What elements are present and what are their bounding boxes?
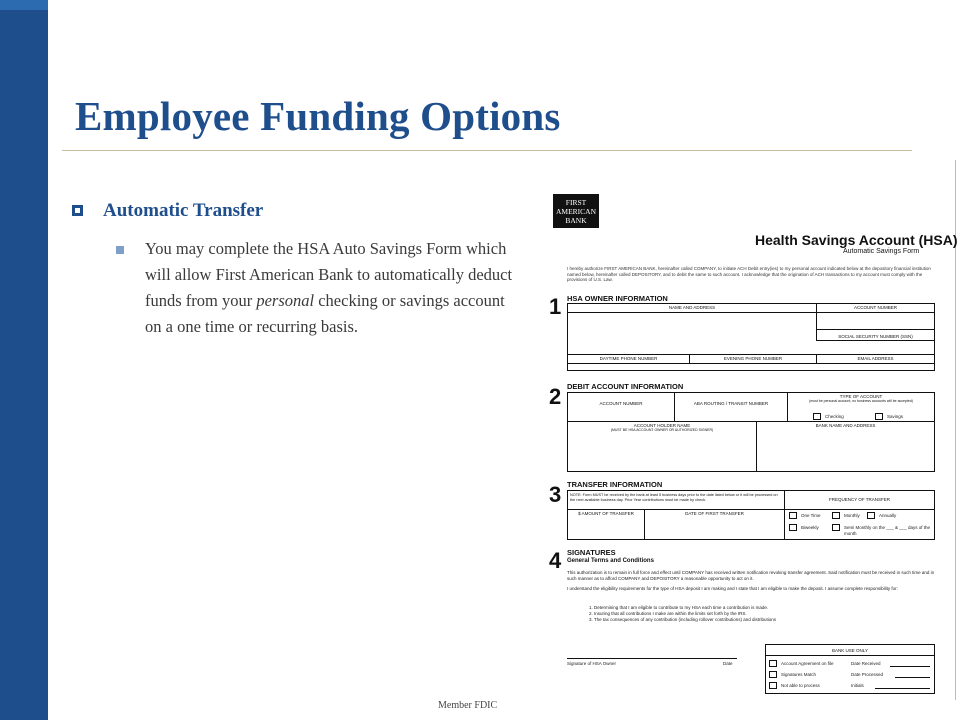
savings-checkbox (875, 413, 883, 420)
email-label: EMAIL ADDRESS (816, 354, 935, 364)
account-holder-cell (567, 421, 757, 472)
semi-monthly-label: Semi Monthly on the ___ & ___ days of the month (844, 525, 931, 536)
bullet-description-part1: You may complete the HSA Auto Savings Form which will allow First American Bank to automatically deduct funds from your (145, 239, 513, 310)
step-number: 1 (549, 294, 562, 319)
terms-paragraph-2: I understand the eligibility requirements for the type of HSA deposit I am making and I state that I am eligible to make the deposit. I assume complete responsibility for: (567, 586, 898, 591)
bank-use-only-label: BANK USE ONLY (765, 644, 935, 656)
semi-monthly-checkbox (832, 524, 840, 531)
savings-label: Savings (887, 414, 904, 419)
slide-title: Employee Funding Options (75, 93, 561, 139)
terms-item-1: 1. Determining that I am eligible to contribute to my HSA each time a contribution is made. (589, 605, 769, 610)
account-holder-note: (MUST BE HSA ACCOUNT OWNER OR AUTHORIZED SIGNER) (610, 428, 714, 432)
signature-line (567, 658, 737, 659)
signature-label: Signature of HSA Owner (567, 661, 617, 666)
bank-use-item-6: Initials (851, 683, 864, 688)
first-american-bank-logo: FIRST AMERICAN BANK (553, 194, 599, 228)
terms-paragraph-1: This authorization is to remain in full force and effect until COMPANY has received written notification revoking transfer agreement. Said notification must be received in such time and in such manner as to afford COMPANY and DEPOSITORY a reasonable opportunity to act on it. (567, 570, 935, 581)
one-time-checkbox (789, 512, 797, 519)
account-holder-label: ACCOUNT HOLDER NAME (633, 423, 691, 428)
aba-label: ABA ROUTING / TRANSIT NUMBER (674, 392, 788, 422)
section-title: SIGNATURES (567, 548, 616, 557)
small-square-bullet-icon (116, 246, 124, 254)
biweekly-label: Biweekly (801, 525, 819, 530)
monthly-checkbox (832, 512, 840, 519)
bullet-description (145, 236, 523, 340)
bank-use-checkbox (769, 660, 777, 667)
step-number: 4 (549, 548, 562, 573)
footer-member-fdic: Member FDIC (438, 700, 498, 711)
form-subtitle: Automatic Savings Form (843, 248, 920, 255)
bank-use-line (895, 677, 930, 678)
bullet-description-part2: checking or savings account on a one time or recurring basis. (145, 291, 505, 336)
bank-use-item-4: Date Received (851, 661, 881, 666)
step-number: 2 (549, 384, 562, 409)
debit-account-number-label: ACCOUNT NUMBER (567, 392, 675, 422)
left-accent-bar (0, 0, 48, 720)
transfer-note: NOTE: Form MUST be received by the bank at least 5 business days prior to the date listed below or it will be processed on the next available business day. Prior Year contributions must be made by check. (567, 490, 785, 510)
annually-checkbox (867, 512, 875, 519)
form-title: Health Savings Account (HSA) (755, 232, 958, 248)
form-intro: I hereby authorize FIRST AMERICAN BANK, hereinafter called COMPANY, to initiate ACH Debit entry(ies) to my personal account indicated below at the depository financial institution named below, hereinafter called DEPOSITORY, and to debit the same to such account. I acknowledge that the origination of ACH transactions to my account must comply with the provisions of U.S. Law. (567, 266, 931, 282)
checking-label: Checking (825, 414, 844, 419)
account-type-cell (787, 392, 935, 422)
step-number: 3 (549, 482, 562, 507)
bank-use-item-3: Not able to process (781, 683, 820, 688)
biweekly-checkbox (789, 524, 797, 531)
bank-use-line (890, 666, 930, 667)
bank-use-checkbox (769, 671, 777, 678)
account-type-label: TYPE OF ACCOUNT (839, 394, 883, 399)
name-address-label: NAME AND ADDRESS (567, 303, 817, 313)
bank-use-item-1: Account Agreement on file (781, 661, 834, 666)
bank-use-item-2: Signatures Match (781, 672, 817, 677)
bank-use-item-5: Date Processed (851, 672, 884, 677)
terms-item-2: 2. Insuring that all contributions I make are within the limits set forth by the IRS. (589, 611, 747, 616)
hsa-form-image (545, 186, 958, 696)
bank-name-label: BANK NAME AND ADDRESS (756, 421, 935, 472)
checking-checkbox (813, 413, 821, 420)
account-number-cell (816, 312, 935, 330)
ssn-label: SOCIAL SECURITY NUMBER (SSN) (816, 329, 935, 341)
section-title: HSA OWNER INFORMATION (567, 294, 668, 303)
bullet-automatic-transfer: Automatic Transfer (103, 200, 264, 221)
general-terms-heading: General Terms and Conditions (567, 558, 654, 564)
terms-item-3: 3. The tax consequences of any contribution (including rollover contributions) and distributions (589, 617, 777, 622)
eve-phone-label: EVENING PHONE NUMBER (689, 354, 817, 364)
one-time-label: One Time (801, 513, 821, 518)
title-divider (62, 150, 912, 151)
bank-use-line (875, 688, 930, 689)
account-number-label: ACCOUNT NUMBER (816, 303, 935, 313)
square-bullet-icon (72, 205, 83, 216)
account-type-note: (must be personal account, no business accounts will be accepted) (809, 399, 913, 403)
frequency-label: FREQUENCY OF TRANSFER (784, 490, 935, 510)
day-phone-label: DAYTIME PHONE NUMBER (567, 354, 690, 364)
bullet-description-italic: personal (256, 291, 315, 310)
date-first-label: DATE OF FIRST TRANSFER (644, 509, 785, 540)
annually-label: Annually (879, 513, 897, 518)
date-label: Date (723, 661, 733, 666)
section-title: TRANSFER INFORMATION (567, 480, 663, 489)
amount-label: $ AMOUNT OF TRANSFER (567, 509, 645, 540)
left-accent-bar-top (0, 0, 48, 10)
monthly-label: Monthly (844, 513, 860, 518)
section-title: DEBIT ACCOUNT INFORMATION (567, 382, 684, 391)
bank-use-checkbox (769, 682, 777, 689)
